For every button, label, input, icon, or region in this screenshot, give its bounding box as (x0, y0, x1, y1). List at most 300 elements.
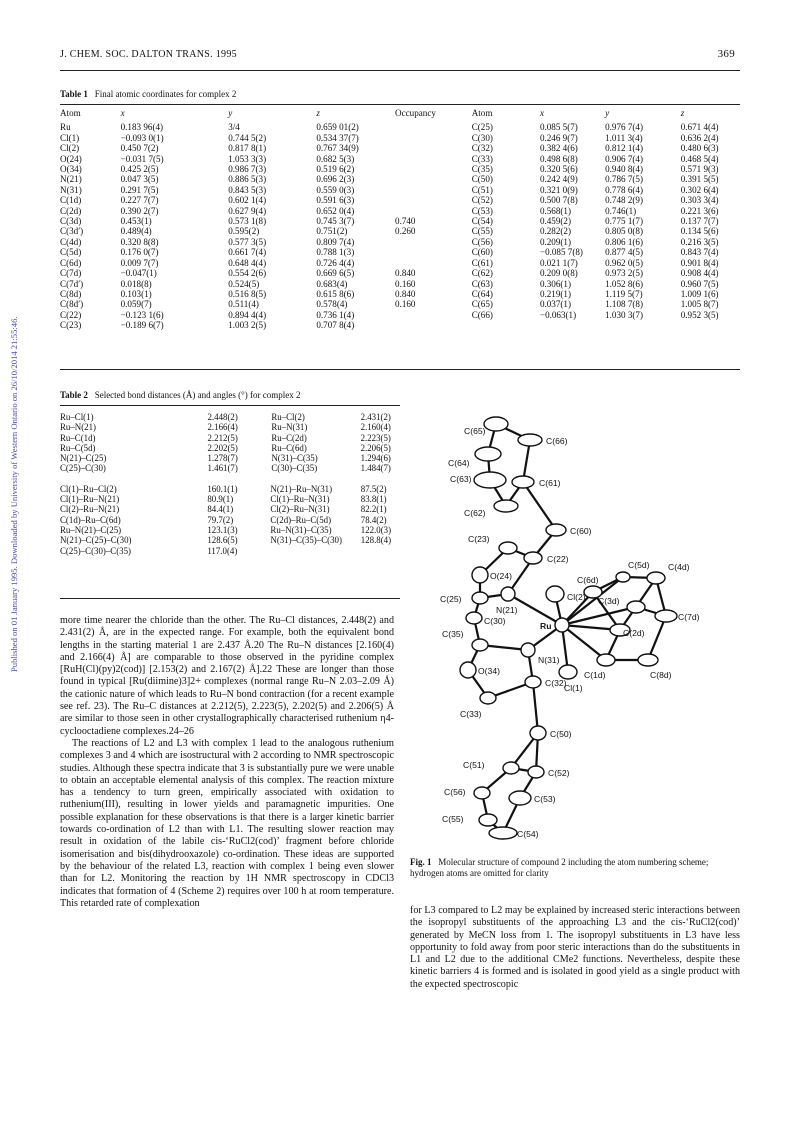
bond-line (523, 482, 556, 530)
table-cell: 1.052 8(6) (605, 278, 643, 289)
table-cell: 122.0(3) (360, 524, 392, 535)
atom-label: N(31) (538, 655, 560, 665)
table-cell: 0.176 0(7) (120, 247, 159, 258)
atom-label: C(6d) (577, 575, 599, 585)
table-row (60, 268, 740, 278)
table-cell: 0.595(2) (228, 226, 260, 237)
table-cell: C(64) (471, 288, 493, 299)
table-cell: 0.009 7(7) (120, 257, 159, 268)
table2-top-rule (60, 405, 400, 406)
table-cell: 0.321 0(9) (539, 184, 578, 195)
table-cell: C(62) (471, 268, 493, 279)
atom-label: C(4d) (668, 562, 690, 572)
table-cell (681, 320, 740, 330)
table-cell: 1.009 1(6) (680, 288, 719, 299)
table-cell: 0.683(4) (316, 278, 348, 289)
table-cell: 0.059(7) (120, 299, 152, 310)
table-row (60, 525, 400, 535)
table-cell: N(21)–C(25)–C(30) (60, 535, 132, 546)
table-cell: 2.160(4) (360, 422, 391, 433)
table-cell: Cl(2)–Ru–N(31) (270, 504, 330, 515)
table1-column-header: x (539, 108, 544, 118)
atom-label: C(7d) (678, 612, 700, 622)
table-cell: Ru–Cl(2) (271, 412, 305, 422)
table-cell: 0.707 8(4) (316, 320, 355, 331)
body-text-left (60, 615, 394, 910)
table-cell (395, 206, 472, 216)
table-cell: 0.500 7(8) (539, 195, 578, 206)
table-cell: 0.746(1) (605, 205, 637, 216)
table-cell (395, 122, 472, 132)
table-cell: 0.559 0(3) (316, 184, 355, 195)
table-cell: N(31)–C(35)–C(30) (270, 535, 342, 546)
table-cell: 0.748 2(9) (605, 195, 643, 206)
table-cell: 160.1(1) (207, 483, 238, 494)
table-cell (395, 237, 472, 247)
table-cell: 83.8(1) (360, 494, 387, 505)
table-cell: 0.037(1) (539, 299, 572, 310)
atom-label: C(65) (464, 426, 486, 436)
table-cell: 1.461(7) (207, 463, 238, 474)
table-cell (361, 546, 400, 556)
table-cell: 0.085 5(7) (539, 122, 578, 133)
table-row (60, 216, 740, 226)
table-cell: 0.636 2(4) (680, 132, 719, 143)
table-cell: C(4d) (60, 236, 82, 247)
table-cell: 2.202(5) (207, 442, 238, 453)
table-cell: 0.425 2(5) (120, 164, 159, 175)
atom-ellipsoid (509, 791, 531, 805)
table-cell: 0.805 0(8) (605, 226, 643, 237)
atom-ellipsoid (489, 827, 517, 839)
table-cell: 1.294(6) (360, 453, 391, 464)
table-cell: 0.578(4) (316, 299, 348, 310)
table-cell: 0.137 7(7) (680, 216, 719, 227)
table2-bottom-rule (60, 598, 400, 599)
table-cell: 0.468 5(4) (680, 153, 719, 164)
table-cell: C(2d)–Ru–C(5d) (270, 514, 332, 525)
table-cell: C(30)–C(35) (271, 463, 318, 474)
atom-label: C(66) (546, 436, 568, 446)
table-cell: 1.053 3(3) (228, 153, 267, 164)
table-cell: 0.661 7(4) (228, 247, 267, 258)
table-row (60, 289, 740, 299)
download-watermark-text: Published on 01 January 1995. Downloaded by University of Western Ontario on 26/10/2014 21:55:46. (9, 316, 19, 672)
table2-label: Table 2 (60, 390, 88, 400)
table-cell: Ru–N(21)–C(25) (60, 524, 122, 535)
table-cell: 0.788 1(3) (316, 247, 355, 258)
atom-ellipsoid (474, 472, 506, 488)
table-cell: 2.448(2) (207, 412, 238, 422)
atom-ellipsoid (474, 787, 490, 799)
table1-bottom-rule (60, 369, 740, 370)
table-cell: 0.382 4(6) (539, 143, 578, 154)
table-cell: Ru–C(5d) (60, 442, 96, 453)
atom-ellipsoid (555, 618, 569, 632)
atom-label: O(24) (490, 571, 512, 581)
atom-label: C(23) (468, 534, 490, 544)
table-cell: 1.484(7) (360, 463, 391, 474)
table-row (60, 422, 400, 432)
table-cell: 0.940 8(4) (605, 164, 643, 175)
table-cell: N(21)–C(25) (60, 453, 107, 464)
table-cell: C(52) (471, 195, 493, 206)
table-cell (395, 195, 472, 205)
atom-label: C(64) (448, 458, 470, 468)
table-cell: Ru–N(31) (271, 422, 308, 433)
table-cell: 0.659 01(2) (316, 122, 359, 133)
table-cell: 0.627 9(4) (228, 205, 267, 216)
table1-column-header: z (316, 108, 320, 118)
table-cell: Cl(1)–Ru–N(21) (60, 494, 120, 505)
table-cell: 0.840 (395, 288, 416, 299)
journal-name: J. CHEM. SOC. DALTON TRANS. 1995 (60, 49, 237, 60)
table-row (60, 299, 740, 309)
table-cell: Ru–Cl(1) (60, 412, 94, 422)
table-cell: C(33) (471, 153, 493, 164)
table-row (60, 195, 740, 205)
atom-ellipsoid (546, 586, 564, 602)
atom-label: C(63) (450, 474, 472, 484)
table1-caption (60, 89, 236, 99)
atom-label: C(51) (463, 760, 485, 770)
atom-label: C(25) (440, 594, 462, 604)
table-cell (395, 258, 472, 268)
table-cell: C(54) (471, 216, 493, 227)
table-cell: 0.726 4(4) (316, 257, 355, 268)
table-cell: 1.278(7) (207, 453, 238, 464)
atom-ellipsoid (530, 726, 546, 740)
table-cell: 0.571 9(3) (680, 164, 719, 175)
table-cell: 0.209(1) (539, 236, 572, 247)
atom-label: C(50) (550, 729, 572, 739)
atom-label: C(54) (517, 829, 539, 839)
table-cell: 0.960 7(5) (680, 278, 719, 289)
table-cell: 82.2(1) (360, 504, 387, 515)
table-cell: 0.390 2(7) (120, 205, 159, 216)
table-cell: O(34) (60, 164, 82, 175)
table-cell: 0.103(1) (120, 288, 152, 299)
table-cell: 0.459(2) (539, 216, 572, 227)
table-cell: 0.973 2(5) (605, 268, 643, 279)
table-cell: 0.696 2(3) (316, 174, 355, 185)
table-cell: 0.840 (395, 268, 416, 279)
table-cell: Ru–C(1d) (60, 432, 96, 443)
atom-label: O(34) (478, 666, 500, 676)
table-cell: 80.9(1) (207, 494, 234, 505)
table-cell: 1.003 2(5) (228, 320, 267, 331)
table-row (60, 310, 740, 320)
table-cell: 1.030 3(7) (605, 309, 643, 320)
table-cell (395, 164, 472, 174)
table-cell: 0.744 5(2) (228, 132, 267, 143)
table-row (60, 433, 400, 443)
atom-ellipsoid (460, 662, 476, 678)
table-cell: C(3d′) (60, 226, 84, 237)
atom-label: C(52) (548, 768, 570, 778)
bond-line (562, 625, 606, 660)
atom-ellipsoid (627, 601, 645, 613)
table-cell: 0.227 7(7) (120, 195, 159, 206)
table-row (60, 453, 400, 463)
table-cell: C(30) (471, 132, 493, 143)
table-cell: 87.5(2) (360, 483, 387, 494)
table-row (60, 546, 400, 556)
table-cell: 0.952 3(5) (680, 309, 719, 320)
table1 (60, 108, 740, 331)
table-cell: C(51) (471, 184, 493, 195)
atom-ellipsoid (647, 572, 665, 584)
table-row (60, 443, 400, 453)
table-cell: 0.534 37(7) (316, 132, 359, 143)
table-cell: Cl(1)–Ru–Cl(2) (60, 483, 117, 494)
table-cell: 0.480 6(3) (680, 143, 719, 154)
table-cell: C(8d) (60, 288, 82, 299)
table-cell: 0.160 (395, 278, 416, 289)
atom-ellipsoid (472, 639, 488, 651)
table-cell: 0.391 5(5) (680, 174, 719, 185)
table-cell: 0.489(4) (120, 226, 152, 237)
table-row (60, 206, 740, 216)
atom-label: C(35) (442, 629, 464, 639)
table2 (60, 412, 400, 556)
table-cell: 0.568(1) (539, 205, 572, 216)
atom-ellipsoid (472, 592, 488, 604)
table-cell: C(56) (471, 236, 493, 247)
table-cell: 0.812 1(4) (605, 143, 643, 154)
running-header (60, 48, 735, 64)
figure-caption (410, 857, 740, 879)
table-row (60, 133, 740, 143)
table-cell: 1.005 8(7) (680, 299, 719, 310)
table-cell: 0.986 7(3) (228, 164, 267, 175)
table-cell: 117.0(4) (207, 545, 238, 556)
table-cell: 0.282(2) (539, 226, 572, 237)
atom-label: Cl(1) (564, 683, 583, 693)
table-cell: O(24) (60, 153, 82, 164)
table-cell: N(31)–C(35) (271, 453, 318, 464)
atom-ellipsoid (524, 552, 542, 564)
table-cell: 2.223(5) (360, 432, 391, 443)
table-cell: C(50) (471, 174, 493, 185)
table-cell (540, 320, 605, 330)
atom-ellipsoid (559, 665, 577, 679)
table-cell: 0.908 4(4) (680, 268, 719, 279)
table-cell: C(5d) (60, 247, 82, 258)
atom-label: C(22) (547, 554, 569, 564)
table-cell: 0.886 5(3) (228, 174, 267, 185)
table-cell: C(2d) (60, 205, 82, 216)
atom-label: C(32) (545, 678, 567, 688)
table-cell: C(32) (471, 143, 493, 154)
atom-label: C(55) (442, 814, 464, 824)
molecular-structure-figure (408, 380, 740, 850)
table-cell: 0.554 2(6) (228, 268, 267, 279)
table-cell: 0.751(2) (316, 226, 348, 237)
table-cell: 0.246 9(7) (539, 132, 578, 143)
table-cell: 0.303 3(4) (680, 195, 719, 206)
table-cell: 0.453(1) (120, 216, 152, 227)
paragraph: more time nearer the chloride than the other. The Ru–Cl distances, 2.448(2) and 2.431(2) Å, are in the expected range. For example, both the equivalent bond lengths in the starting material 1 are 2.437 Å.20 The Ru–N distances [2.160(4) and 2.166(4) Å] are comparable to those observed in the pyridine complex [RuH(Cl)(py)2(cod)] [2.153(2) and 2.167(2) Å].22 These are longer than those found in typical [Ru(diimine)3]2+ complexes (normal range Ru–N 2.03–2.09 Å) the cationic nature of which leads to Ru–N bond contraction (for a recent example see ref. 23). The Ru–C distances at 2.212(5), 2.223(5), 2.202(5) and 2.206(5) Å are similar to those seen in other crystallographically characterised ruthenium η4-cyclooctadiene complexes.24–26 (60, 615, 394, 737)
table-cell: 0.843 7(4) (680, 247, 719, 258)
table-cell: −0.123 1(6) (120, 309, 164, 320)
table-cell: 0.577 3(5) (228, 236, 267, 247)
table-cell: C(60) (471, 247, 493, 258)
body-text-right (410, 905, 740, 991)
table-cell: C(8d′) (60, 299, 84, 310)
table-cell: 0.160 (395, 299, 416, 310)
atom-ellipsoid (466, 612, 482, 624)
atom-label: Cl(2) (567, 592, 586, 602)
table2-caption-text: Selected bond distances (Å) and angles (°) for complex 2 (94, 390, 301, 400)
table-cell (395, 133, 472, 143)
table-cell: Cl(1)–Ru–N(31) (270, 494, 330, 505)
table-cell: Ru (60, 122, 71, 133)
table-cell: −0.093 0(1) (120, 132, 164, 143)
atom-ellipsoid (480, 692, 496, 704)
table-cell: 3/4 (228, 122, 240, 133)
table-cell: 0.843 5(3) (228, 184, 267, 195)
download-watermark (2, 232, 19, 672)
table-cell: C(25)–C(30)–C(35) (60, 545, 131, 556)
bond-line (648, 616, 666, 660)
table-row (60, 143, 740, 153)
atom-ellipsoid (528, 766, 544, 778)
table-cell: 0.021 1(7) (539, 257, 578, 268)
atom-ellipsoid (501, 587, 515, 601)
atom-ellipsoid (484, 417, 508, 431)
table1-column-header: z (680, 108, 685, 118)
table-cell: 2.206(5) (360, 442, 391, 453)
atom-label: C(62) (464, 508, 486, 518)
table-cell (605, 320, 681, 330)
table-cell: 0.320 5(6) (539, 164, 578, 175)
table-cell: 0.894 4(4) (228, 309, 267, 320)
table-cell: 0.906 7(4) (605, 153, 643, 164)
ortep-diagram (408, 380, 740, 850)
table-cell: 0.260 (395, 226, 416, 237)
table-cell: C(7d) (60, 268, 82, 279)
table-cell: C(25)–C(30) (60, 463, 106, 474)
table-cell: 0.450 7(2) (120, 143, 159, 154)
table-cell (395, 310, 472, 320)
table-row (60, 484, 400, 494)
table-cell: C(7d′) (60, 278, 84, 289)
table-cell: 0.877 4(5) (605, 247, 643, 258)
table-cell: 1.108 7(8) (605, 299, 643, 310)
table-cell: 2.431(2) (360, 412, 391, 422)
table-cell: C(35) (471, 164, 493, 175)
table-cell (395, 154, 472, 164)
table1-column-header: y (228, 108, 233, 118)
table-cell: −0.189 6(7) (120, 320, 164, 331)
table-cell: 0.648 4(4) (228, 257, 267, 268)
table1-top-rule (60, 104, 740, 105)
table-cell: 84.4(1) (207, 504, 234, 515)
table-cell (395, 174, 472, 184)
atom-ellipsoid (499, 542, 517, 554)
table-cell: 0.786 7(5) (605, 174, 643, 185)
table1-column-header: Occupancy (395, 108, 436, 118)
table-cell: 128.8(4) (360, 535, 392, 546)
table-cell: 0.291 7(5) (120, 184, 159, 195)
atom-ellipsoid (597, 654, 615, 666)
atom-ellipsoid (655, 610, 677, 622)
table-cell: 0.817 8(1) (228, 143, 267, 154)
table-cell: 0.306(1) (539, 278, 572, 289)
table-cell: 0.778 6(4) (605, 184, 643, 195)
table-cell: Ru–N(21) (60, 422, 96, 433)
page-number: 369 (717, 48, 735, 60)
table-cell: C(65) (471, 299, 493, 310)
table-cell: −0.047(1) (120, 268, 157, 279)
table-cell: N(21) (60, 174, 82, 185)
table-cell: 0.615 8(6) (316, 288, 355, 299)
table-cell: C(6d) (60, 257, 82, 268)
table-row (60, 535, 400, 545)
header-rule (60, 70, 740, 71)
atom-ellipsoid (525, 676, 541, 688)
table-cell: 0.018(8) (120, 278, 152, 289)
table-cell: 0.767 34(9) (316, 143, 359, 154)
table1-column-header: y (605, 108, 610, 118)
table-row (60, 122, 740, 132)
atom-label: C(30) (484, 616, 506, 626)
table2-caption (60, 390, 300, 400)
table-cell: C(23) (60, 320, 82, 331)
figure-label: Fig. 1 (410, 857, 432, 867)
table-row (60, 515, 400, 525)
table-cell: 0.242 4(9) (539, 174, 578, 185)
table-row (60, 504, 400, 514)
table-row (60, 494, 400, 504)
table-row (60, 164, 740, 174)
table-cell: 2.212(5) (207, 432, 238, 443)
table-cell: 0.591 6(3) (316, 195, 355, 206)
atom-ellipsoid (479, 814, 497, 826)
paragraph: for L3 compared to L2 may be explained by increased steric interactions between the isopropyl substituents of the approaching L3 and the cis-‘RuCl2(cod)’ generated by MeCN loss from 1. The isopropyl substituents in L3 have less opportunity to fold away from poor steric interactions than do the substituents in L1 and L2 due to the additional CMe2 functions. Nevertheless, despite these kinetic barriers 4 is formed and is isolated in good yield as a single product with the expected spectroscopic (410, 905, 740, 990)
table-cell: 0.775 1(7) (605, 216, 643, 227)
table-row (60, 412, 400, 422)
atom-label: C(3d) (598, 596, 620, 606)
atom-ellipsoid (638, 654, 658, 666)
table-cell: 123.1(3) (207, 524, 238, 535)
table-cell: 0.671 4(4) (680, 122, 719, 133)
table-cell: C(66) (471, 309, 493, 320)
table-cell: 0.962 0(5) (605, 257, 643, 268)
atom-ellipsoid (494, 500, 518, 512)
table-cell: 0.573 1(8) (228, 216, 267, 227)
table-cell: 0.806 1(6) (605, 236, 643, 247)
atom-label: N(21) (496, 605, 518, 615)
table-cell: 0.669 6(5) (316, 268, 355, 279)
table-cell: 0.209 0(8) (539, 268, 578, 279)
table-cell: 0.745 3(7) (316, 216, 355, 227)
table-cell: 1.119 5(7) (605, 288, 643, 299)
table-cell: 0.652 0(4) (316, 205, 355, 216)
table-cell: 0.516 8(5) (228, 288, 267, 299)
paragraph: The reactions of L2 and L3 with complex 1 lead to the analogous ruthenium complexes 3 and 4 which are isostructural with 2 according to NMR spectroscopic studies. Although these spectra indicate that 3 is substantially pure we were unable to obtain an acceptable elemental analysis of this complex. The reaction mixture has a tendency to turn green, empirically associated with oxidation to ruthenium(III), resulting in lower yields and paramagnetic impurities. One possible explanation for these observations is that there is a larger kinetic barrier towards co-ordination of L2 than with L1. The resulting slower reaction may result in oxidation of the labile cis-‘RuCl2(cod)’ fragment before chloride isomerisation and bis(dihydrooxazole) co-ordination. These ideas are supported by the behaviour of the related L3, reaction with complex 1 being even slower than for L2. Monitoring the reaction by 1H NMR spectroscopy in CDCl3 indicates that formation of 4 (Scheme 2) requires over 100 h at room temperature. This retarded rate of complexation (60, 737, 394, 909)
atom-ellipsoid (503, 762, 519, 774)
table-cell: 0.736 1(4) (316, 309, 355, 320)
table-cell: C(1d)–Ru–C(6d) (60, 514, 121, 525)
table-cell: 0.901 8(4) (680, 257, 719, 268)
atom-label: C(60) (570, 526, 592, 536)
table-cell: 0.602 1(4) (228, 195, 267, 206)
atom-label: Ru (540, 621, 552, 631)
atom-ellipsoid (472, 567, 488, 583)
table-cell: Ru–C(6d) (271, 442, 307, 453)
